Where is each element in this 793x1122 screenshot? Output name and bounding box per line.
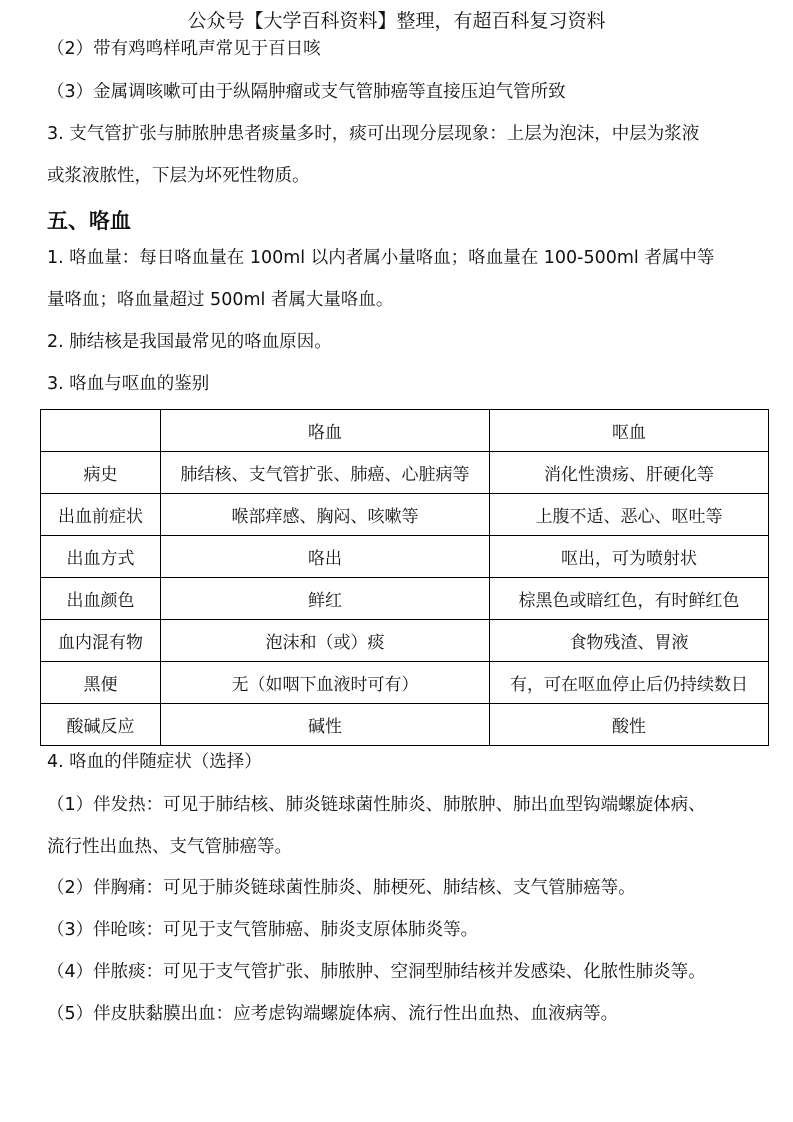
section-title: 五、咯血 [47, 209, 131, 233]
table-header-row [41, 410, 769, 452]
table-cell: 血内混有物 [41, 620, 161, 662]
table-cell: 上腹不适、恶心、呕吐等 [490, 494, 769, 536]
table-header-cell [41, 410, 161, 452]
table-cell: 喉部痒感、胸闷、咳嗽等 [161, 494, 490, 536]
table-cell: 酸碱反应 [41, 704, 161, 746]
text-line: （5）伴皮肤黏膜出血：应考虑钩端螺旋体病、流行性出血热、血液病等。 [47, 1004, 619, 1024]
comparison-table [40, 409, 769, 746]
text-line: （3）伴呛咳：可见于支气管肺癌、肺炎支原体肺炎等。 [47, 920, 479, 940]
table-cell: 有，可在呕血停止后仍持续数日 [490, 662, 769, 704]
table-row [41, 578, 769, 620]
text-line: 4. 咯血的伴随症状（选择） [47, 752, 262, 772]
table-cell: 无（如咽下血液时可有） [161, 662, 490, 704]
text-line: （4）伴脓痰：可见于支气管扩张、肺脓肿、空洞型肺结核并发感染、化脓性肺炎等。 [47, 962, 706, 982]
text-line: 或浆液脓性，下层为坏死性物质。 [47, 166, 310, 186]
table-row [41, 536, 769, 578]
text-line: 量咯血；咯血量超过 500ml 者属大量咯血。 [47, 290, 394, 310]
text-line: （3）金属调咳嗽可由于纵隔肿瘤或支气管肺癌等直接压迫气管所致 [47, 82, 566, 102]
text-line: （2）带有鸡鸣样吼声常见于百日咳 [47, 39, 321, 59]
table-cell: 病史 [41, 452, 161, 494]
table-cell: 咯出 [161, 536, 490, 578]
table-row [41, 662, 769, 704]
text-line: 1. 咯血量：每日咯血量在 100ml 以内者属小量咯血；咯血量在 100-500ml 者属中等 [47, 248, 715, 268]
table-cell: 泡沫和（或）痰 [161, 620, 490, 662]
table-row [41, 494, 769, 536]
text-line: 3. 支气管扩张与肺脓肿患者痰量多时，痰可出现分层现象：上层为泡沫，中层为浆液 [47, 124, 700, 144]
table-cell: 鲜红 [161, 578, 490, 620]
table-cell: 黑便 [41, 662, 161, 704]
table-row [41, 704, 769, 746]
text-line: 3. 咯血与呕血的鉴别 [47, 374, 210, 394]
table-header-cell: 咯血 [161, 410, 490, 452]
text-line: 2. 肺结核是我国最常见的咯血原因。 [47, 332, 332, 352]
table-header-cell: 呕血 [490, 410, 769, 452]
table-cell: 碱性 [161, 704, 490, 746]
table-cell: 肺结核、支气管扩张、肺癌、心脏病等 [161, 452, 490, 494]
text-line: （1）伴发热：可见于肺结核、肺炎链球菌性肺炎、肺脓肿、肺出血型钩端螺旋体病、 [47, 795, 706, 815]
table-cell: 食物残渣、胃液 [490, 620, 769, 662]
text-line: （2）伴胸痛：可见于肺炎链球菌性肺炎、肺梗死、肺结核、支气管肺癌等。 [47, 878, 636, 898]
table-cell: 出血前症状 [41, 494, 161, 536]
table-row [41, 620, 769, 662]
table-row [41, 452, 769, 494]
table-cell: 呕出，可为喷射状 [490, 536, 769, 578]
table-cell: 棕黑色或暗红色，有时鲜红色 [490, 578, 769, 620]
table-cell: 出血颜色 [41, 578, 161, 620]
table-cell: 酸性 [490, 704, 769, 746]
page-header: 公众号【大学百科资料】整理，有超百科复习资料 [187, 10, 606, 32]
table-cell: 出血方式 [41, 536, 161, 578]
text-line: 流行性出血热、支气管肺癌等。 [47, 837, 292, 857]
table-cell: 消化性溃疡、肝硬化等 [490, 452, 769, 494]
